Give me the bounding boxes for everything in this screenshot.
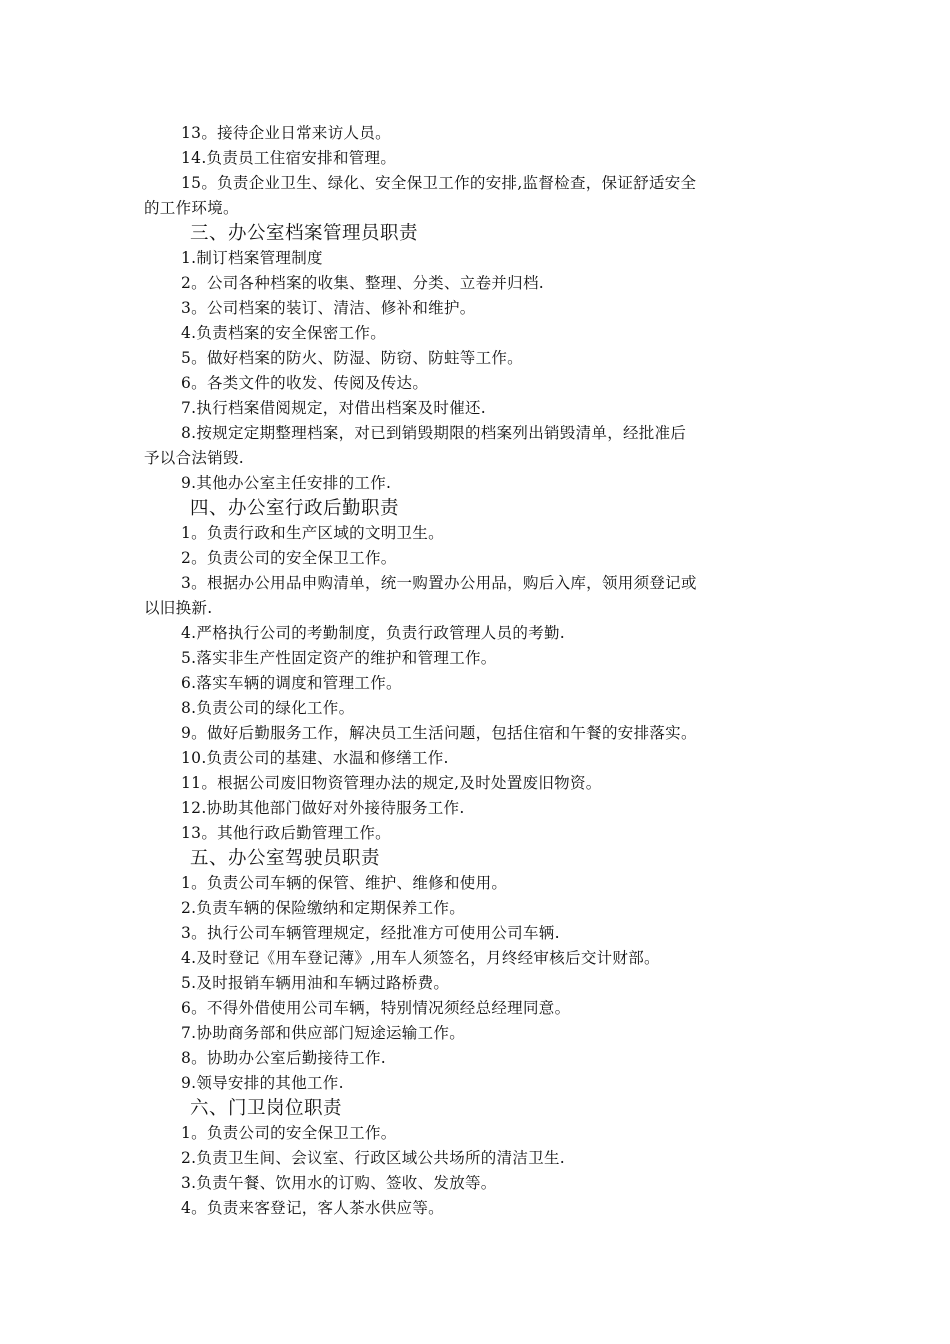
paragraph-line: 11。根据公司废旧物资管理办法的规定,及时处置废旧物资。 xyxy=(181,774,602,792)
paragraph-line: 1。负责公司的安全保卫工作。 xyxy=(181,1124,397,1142)
paragraph-line: 5.及时报销车辆用油和车辆过路桥费。 xyxy=(181,974,450,992)
paragraph-line: 12.协助其他部门做好对外接待服务工作. xyxy=(181,799,465,817)
paragraph-line: 15。负责企业卫生、绿化、安全保卫工作的安排,监督检查，保证舒适安全 xyxy=(181,174,697,192)
paragraph-continuation-line: 予以合法销毁. xyxy=(144,449,245,467)
paragraph-line: 9.其他办公室主任安排的工作. xyxy=(181,474,392,492)
paragraph-line: 6.落实车辆的调度和管理工作。 xyxy=(181,674,402,692)
paragraph-line: 6。不得外借使用公司车辆，特别情况须经总经理同意。 xyxy=(181,999,571,1017)
paragraph-line: 4.及时登记《用车登记薄》,用车人须签名，月终经审核后交计财部。 xyxy=(181,949,660,967)
paragraph-line: 4。负责来客登记，客人茶水供应等。 xyxy=(181,1199,444,1217)
paragraph-line: 2.负责车辆的保险缴纳和定期保养工作。 xyxy=(181,899,465,917)
paragraph-line: 10.负责公司的基建、水温和修缮工作. xyxy=(181,749,449,767)
paragraph-line: 3.负责午餐、饮用水的订购、签收、发放等。 xyxy=(181,1174,497,1192)
paragraph-line: 6。各类文件的收发、传阅及传达。 xyxy=(181,374,429,392)
paragraph-line: 9。做好后勤服务工作，解决员工生活问题，包括住宿和午餐的安排落实。 xyxy=(181,724,697,742)
paragraph-line: 2。公司各种档案的收集、整理、分类、立卷并归档. xyxy=(181,274,544,292)
document-page xyxy=(144,121,816,1221)
paragraph-line: 13。其他行政后勤管理工作。 xyxy=(181,824,391,842)
paragraph-line: 9.领导安排的其他工作. xyxy=(181,1074,344,1092)
paragraph-line: 1.制订档案管理制度 xyxy=(181,249,323,267)
paragraph-line: 1。负责行政和生产区域的文明卫生。 xyxy=(181,524,444,542)
paragraph-line: 8。协助办公室后勤接待工作. xyxy=(181,1049,386,1067)
paragraph-continuation-line: 的工作环境。 xyxy=(144,199,239,217)
section-heading: 六、门卫岗位职责 xyxy=(190,1098,343,1119)
paragraph-line: 3。公司档案的装订、清洁、修补和维护。 xyxy=(181,299,476,317)
section-heading: 五、办公室驾驶员职责 xyxy=(190,848,381,869)
paragraph-line: 3。执行公司车辆管理规定，经批准方可使用公司车辆. xyxy=(181,924,560,942)
paragraph-line: 3。根据办公用品申购清单，统一购置办公用品，购后入库，领用须登记或 xyxy=(181,574,697,592)
paragraph-line: 14.负责员工住宿安排和管理。 xyxy=(181,149,397,167)
paragraph-continuation-line: 以旧换新. xyxy=(144,599,213,617)
paragraph-line: 4.负责档案的安全保密工作。 xyxy=(181,324,386,342)
paragraph-line: 8.负责公司的绿化工作。 xyxy=(181,699,355,717)
paragraph-line: 13。接待企业日常来访人员。 xyxy=(181,124,391,142)
section-heading: 三、办公室档案管理员职责 xyxy=(190,223,419,244)
paragraph-line: 2.负责卫生间、会议室、行政区域公共场所的清洁卫生. xyxy=(181,1149,566,1167)
paragraph-line: 2。负责公司的安全保卫工作。 xyxy=(181,549,397,567)
paragraph-line: 5.落实非生产性固定资产的维护和管理工作。 xyxy=(181,649,497,667)
paragraph-line: 7.执行档案借阅规定，对借出档案及时催还. xyxy=(181,399,487,417)
section-heading: 四、办公室行政后勤职责 xyxy=(190,498,400,519)
paragraph-line: 7.协助商务部和供应部门短途运输工作。 xyxy=(181,1024,465,1042)
paragraph-line: 8.按规定定期整理档案，对已到销毁期限的档案列出销毁清单，经批准后 xyxy=(181,424,687,442)
paragraph-line: 5。做好档案的防火、防湿、防窃、防蛀等工作。 xyxy=(181,349,523,367)
paragraph-line: 4.严格执行公司的考勤制度，负责行政管理人员的考勤. xyxy=(181,624,566,642)
paragraph-line: 1。负责公司车辆的保管、维护、维修和使用。 xyxy=(181,874,508,892)
